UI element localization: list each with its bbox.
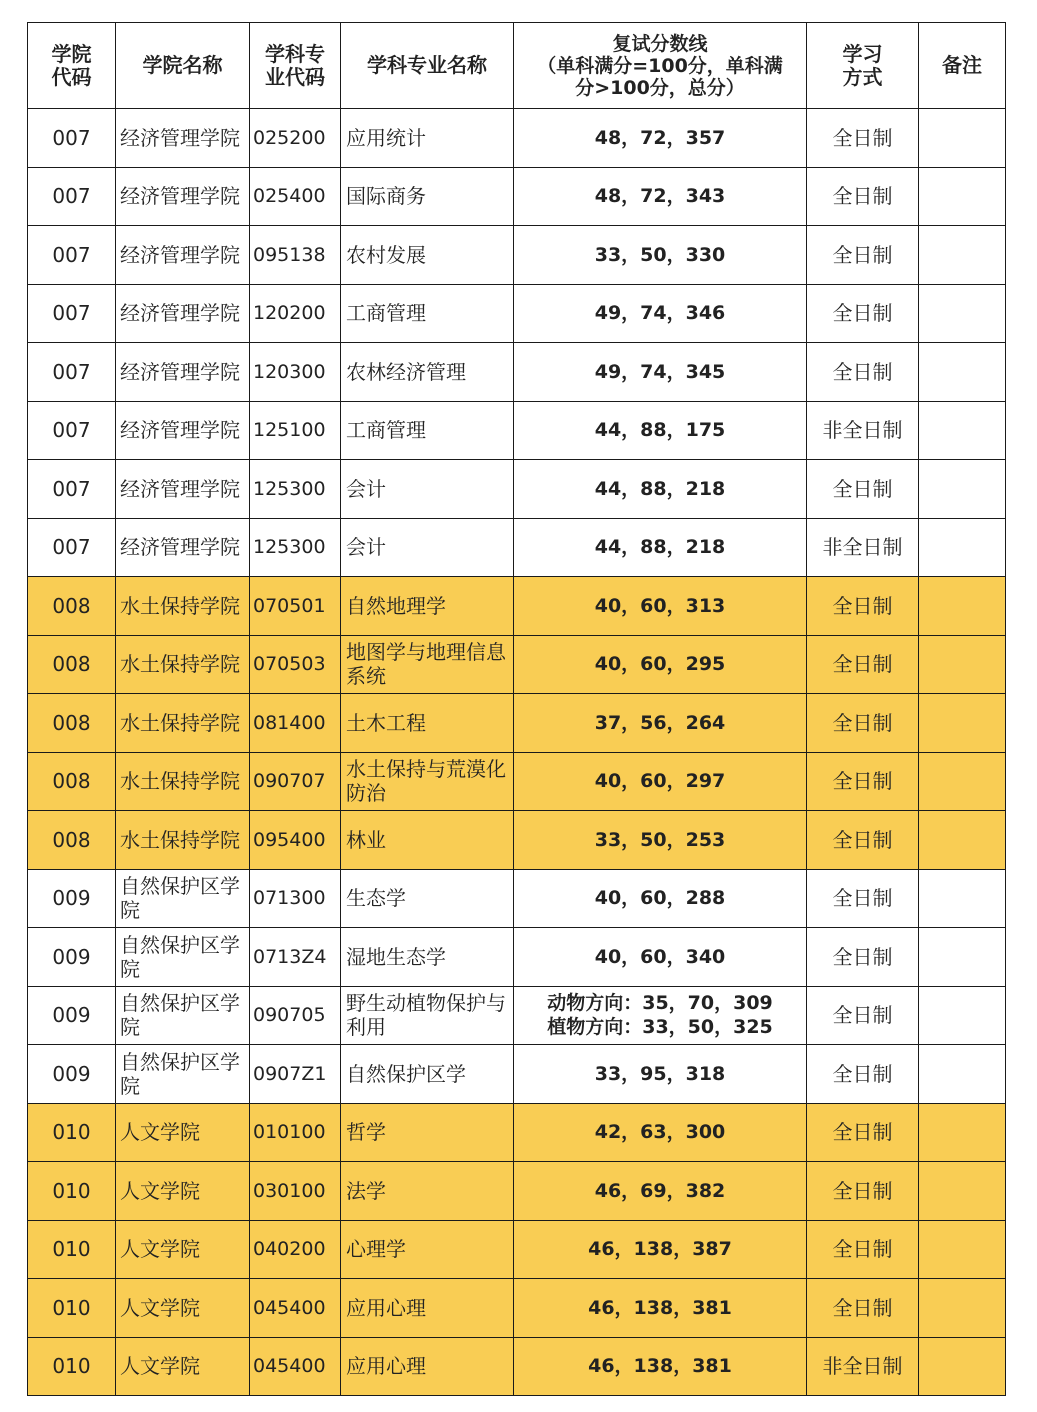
header-mode: 学习 方式 (807, 23, 919, 109)
college-name-cell: 水土保持学院 (116, 811, 250, 870)
score-line: 植物方向：33，50，325 (547, 1016, 773, 1039)
college-code-cell: 009 (28, 986, 116, 1045)
study-mode-cell: 全日制 (807, 1045, 919, 1104)
score-cell (514, 635, 807, 694)
college-code-cell: 008 (28, 694, 116, 753)
subject-name-cell: 地图学与地理信息系统 (341, 635, 514, 694)
college-code-cell: 007 (28, 109, 116, 168)
subject-name-cell: 生态学 (341, 869, 514, 928)
subject-code-cell: 125300 (250, 518, 341, 577)
note-cell (919, 1103, 1006, 1162)
study-mode-cell: 全日制 (807, 1103, 919, 1162)
college-code-cell: 007 (28, 226, 116, 285)
score-cell (514, 1337, 807, 1396)
header-score: 复试分数线 （单科满分=100分，单科满 分>100分，总分） (514, 23, 807, 109)
subject-code-cell: 010100 (250, 1103, 341, 1162)
score-cell (514, 928, 807, 987)
note-cell (919, 694, 1006, 753)
table-row (28, 1337, 1006, 1396)
college-code-cell: 009 (28, 869, 116, 928)
college-name-cell: 经济管理学院 (116, 401, 250, 460)
score-line: 48，72，343 (594, 185, 726, 208)
subject-name-cell: 水土保持与荒漠化防治 (341, 752, 514, 811)
subject-code-cell: 040200 (250, 1220, 341, 1279)
college-code-cell: 008 (28, 577, 116, 636)
score-cell (514, 401, 807, 460)
college-code-cell: 010 (28, 1220, 116, 1279)
college-name-cell: 人文学院 (116, 1103, 250, 1162)
college-name-cell: 水土保持学院 (116, 635, 250, 694)
subject-code-cell: 070501 (250, 577, 341, 636)
college-name-cell: 经济管理学院 (116, 167, 250, 226)
score-line: 33，50，253 (594, 828, 726, 851)
subject-name-cell: 林业 (341, 811, 514, 870)
score-line: 40，60，297 (594, 770, 726, 793)
score-cell (514, 752, 807, 811)
table-row (28, 401, 1006, 460)
college-name-cell: 水土保持学院 (116, 577, 250, 636)
college-name-cell: 人文学院 (116, 1337, 250, 1396)
study-mode-cell: 全日制 (807, 986, 919, 1045)
college-code-cell: 008 (28, 752, 116, 811)
score-cell (514, 1103, 807, 1162)
note-cell (919, 635, 1006, 694)
table-row (28, 1162, 1006, 1221)
table-body (28, 109, 1006, 1396)
note-cell (919, 401, 1006, 460)
note-cell (919, 986, 1006, 1045)
study-mode-cell: 非全日制 (807, 518, 919, 577)
table-row (28, 343, 1006, 402)
note-cell (919, 928, 1006, 987)
score-cell (514, 167, 807, 226)
table-row (28, 635, 1006, 694)
subject-name-cell: 农林经济管理 (341, 343, 514, 402)
study-mode-cell: 全日制 (807, 928, 919, 987)
study-mode-cell: 全日制 (807, 869, 919, 928)
study-mode-cell: 全日制 (807, 635, 919, 694)
header-college-name: 学院名称 (116, 23, 250, 109)
college-code-cell: 008 (28, 635, 116, 694)
study-mode-cell: 全日制 (807, 811, 919, 870)
college-name-cell: 经济管理学院 (116, 226, 250, 285)
score-line: 40，60，295 (594, 653, 726, 676)
study-mode-cell: 全日制 (807, 167, 919, 226)
header-note: 备注 (919, 23, 1006, 109)
note-cell (919, 1220, 1006, 1279)
study-mode-cell: 全日制 (807, 752, 919, 811)
subject-name-cell: 自然保护区学 (341, 1045, 514, 1104)
college-name-cell: 水土保持学院 (116, 752, 250, 811)
study-mode-cell: 全日制 (807, 577, 919, 636)
subject-code-cell: 120300 (250, 343, 341, 402)
score-cell (514, 518, 807, 577)
college-name-cell: 人文学院 (116, 1162, 250, 1221)
subject-name-cell: 工商管理 (341, 401, 514, 460)
subject-name-cell: 湿地生态学 (341, 928, 514, 987)
score-line: 40，60，313 (594, 594, 726, 617)
score-cell (514, 811, 807, 870)
college-name-cell: 自然保护区学院 (116, 1045, 250, 1104)
college-name-cell: 经济管理学院 (116, 109, 250, 168)
college-name-cell: 经济管理学院 (116, 518, 250, 577)
subject-name-cell: 法学 (341, 1162, 514, 1221)
subject-code-cell: 030100 (250, 1162, 341, 1221)
note-cell (919, 869, 1006, 928)
score-line: 44，88，175 (594, 419, 726, 442)
score-cell (514, 284, 807, 343)
subject-code-cell: 070503 (250, 635, 341, 694)
subject-name-cell: 会计 (341, 460, 514, 519)
score-cell (514, 577, 807, 636)
college-code-cell: 010 (28, 1337, 116, 1396)
score-line: 46，138，381 (588, 1296, 732, 1319)
study-mode-cell: 全日制 (807, 284, 919, 343)
subject-name-cell: 自然地理学 (341, 577, 514, 636)
score-cell (514, 1162, 807, 1221)
subject-name-cell: 应用心理 (341, 1337, 514, 1396)
note-cell (919, 167, 1006, 226)
college-name-cell: 人文学院 (116, 1279, 250, 1338)
table-row (28, 986, 1006, 1045)
subject-code-cell: 095400 (250, 811, 341, 870)
subject-code-cell: 125300 (250, 460, 341, 519)
subject-name-cell: 哲学 (341, 1103, 514, 1162)
score-line: 40，60，340 (594, 945, 726, 968)
score-line: 33，50，330 (594, 243, 726, 266)
study-mode-cell: 全日制 (807, 460, 919, 519)
header-row (28, 23, 1006, 109)
college-code-cell: 007 (28, 284, 116, 343)
table-row (28, 694, 1006, 753)
study-mode-cell: 全日制 (807, 1162, 919, 1221)
subject-code-cell: 045400 (250, 1279, 341, 1338)
subject-name-cell: 农村发展 (341, 226, 514, 285)
score-line: 42，63，300 (594, 1121, 726, 1144)
subject-name-cell: 应用心理 (341, 1279, 514, 1338)
note-cell (919, 811, 1006, 870)
college-code-cell: 009 (28, 1045, 116, 1104)
note-cell (919, 1279, 1006, 1338)
header-college-code: 学院 代码 (28, 23, 116, 109)
subject-name-cell: 野生动植物保护与利用 (341, 986, 514, 1045)
score-cell (514, 1045, 807, 1104)
subject-name-cell: 心理学 (341, 1220, 514, 1279)
college-name-cell: 经济管理学院 (116, 343, 250, 402)
score-cell (514, 986, 807, 1045)
study-mode-cell: 全日制 (807, 1220, 919, 1279)
college-code-cell: 007 (28, 401, 116, 460)
note-cell (919, 460, 1006, 519)
study-mode-cell: 全日制 (807, 694, 919, 753)
score-line: 37，56，264 (594, 711, 726, 734)
subject-code-cell: 025200 (250, 109, 341, 168)
college-name-cell: 水土保持学院 (116, 694, 250, 753)
table-row (28, 928, 1006, 987)
note-cell (919, 226, 1006, 285)
subject-name-cell: 国际商务 (341, 167, 514, 226)
study-mode-cell: 全日制 (807, 109, 919, 168)
score-line: 46，138，387 (588, 1238, 732, 1261)
score-line: 44，88，218 (594, 536, 726, 559)
table-row (28, 811, 1006, 870)
college-code-cell: 007 (28, 343, 116, 402)
subject-code-cell: 125100 (250, 401, 341, 460)
note-cell (919, 1162, 1006, 1221)
study-mode-cell: 全日制 (807, 343, 919, 402)
table-row (28, 752, 1006, 811)
college-code-cell: 010 (28, 1162, 116, 1221)
subject-code-cell: 0713Z4 (250, 928, 341, 987)
college-name-cell: 自然保护区学院 (116, 869, 250, 928)
header-subject-code: 学科专 业代码 (250, 23, 341, 109)
score-cell (514, 343, 807, 402)
table-row (28, 167, 1006, 226)
note-cell (919, 1045, 1006, 1104)
score-line: 33，95，318 (594, 1062, 726, 1085)
table-row (28, 460, 1006, 519)
college-code-cell: 007 (28, 167, 116, 226)
table-row (28, 518, 1006, 577)
subject-code-cell: 071300 (250, 869, 341, 928)
note-cell (919, 518, 1006, 577)
subject-code-cell: 045400 (250, 1337, 341, 1396)
table-row (28, 1103, 1006, 1162)
subject-name-cell: 应用统计 (341, 109, 514, 168)
subject-code-cell: 090705 (250, 986, 341, 1045)
subject-code-cell: 081400 (250, 694, 341, 753)
note-cell (919, 284, 1006, 343)
table-row (28, 577, 1006, 636)
score-cell (514, 694, 807, 753)
subject-code-cell: 025400 (250, 167, 341, 226)
study-mode-cell: 非全日制 (807, 401, 919, 460)
header-subject-name: 学科专业名称 (341, 23, 514, 109)
college-code-cell: 010 (28, 1279, 116, 1338)
table-row (28, 284, 1006, 343)
subject-code-cell: 0907Z1 (250, 1045, 341, 1104)
table-row (28, 1220, 1006, 1279)
college-name-cell: 经济管理学院 (116, 284, 250, 343)
college-code-cell: 010 (28, 1103, 116, 1162)
subject-name-cell: 工商管理 (341, 284, 514, 343)
score-line: 46，69，382 (594, 1179, 726, 1202)
note-cell (919, 752, 1006, 811)
table-row (28, 1279, 1006, 1338)
score-line: 40，60，288 (594, 887, 726, 910)
score-cell (514, 109, 807, 168)
note-cell (919, 1337, 1006, 1396)
score-cell (514, 226, 807, 285)
score-line: 44，88，218 (594, 477, 726, 500)
college-code-cell: 009 (28, 928, 116, 987)
note-cell (919, 343, 1006, 402)
college-name-cell: 人文学院 (116, 1220, 250, 1279)
score-line: 49，74，345 (594, 360, 726, 383)
score-table (27, 22, 1006, 1396)
table-row (28, 226, 1006, 285)
college-name-cell: 经济管理学院 (116, 460, 250, 519)
table-row (28, 869, 1006, 928)
college-name-cell: 自然保护区学院 (116, 986, 250, 1045)
subject-code-cell: 090707 (250, 752, 341, 811)
score-cell (514, 460, 807, 519)
study-mode-cell: 非全日制 (807, 1337, 919, 1396)
college-code-cell: 007 (28, 460, 116, 519)
college-code-cell: 008 (28, 811, 116, 870)
score-line: 46，138，381 (588, 1355, 732, 1378)
score-line: 49，74，346 (594, 302, 726, 325)
table-row (28, 1045, 1006, 1104)
score-cell (514, 1220, 807, 1279)
score-cell (514, 869, 807, 928)
study-mode-cell: 全日制 (807, 1279, 919, 1338)
note-cell (919, 109, 1006, 168)
subject-code-cell: 095138 (250, 226, 341, 285)
score-line: 动物方向：35，70，309 (547, 992, 773, 1015)
study-mode-cell: 全日制 (807, 226, 919, 285)
note-cell (919, 577, 1006, 636)
college-code-cell: 007 (28, 518, 116, 577)
subject-name-cell: 土木工程 (341, 694, 514, 753)
subject-name-cell: 会计 (341, 518, 514, 577)
college-name-cell: 自然保护区学院 (116, 928, 250, 987)
table-row (28, 109, 1006, 168)
score-cell (514, 1279, 807, 1338)
subject-code-cell: 120200 (250, 284, 341, 343)
score-line: 48，72，357 (594, 126, 726, 149)
